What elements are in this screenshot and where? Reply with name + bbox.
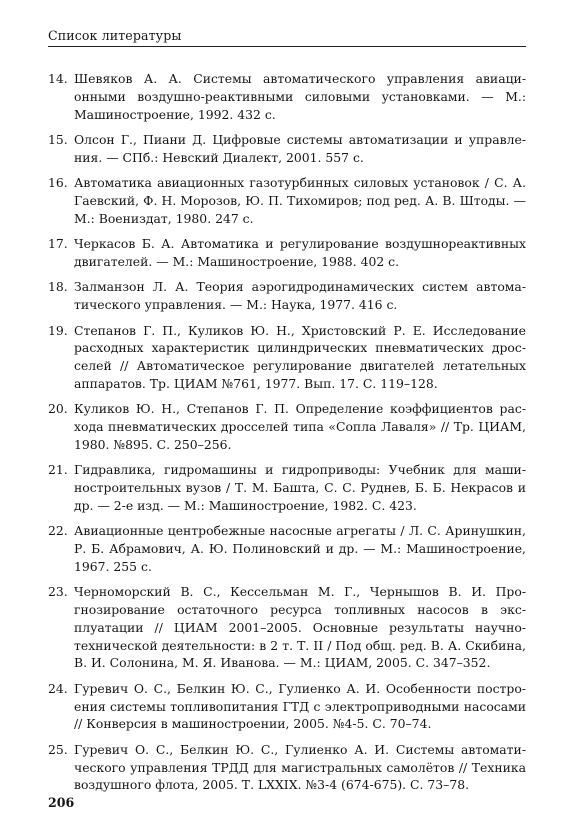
reference-number: 19. [48, 322, 68, 338]
reference-item [48, 461, 526, 514]
reference-number: 23. [48, 584, 68, 600]
reference-number: 18. [48, 279, 68, 295]
reference-item [48, 322, 526, 393]
reference-item [48, 522, 526, 575]
reference-text: Степанов Г. П., Куликов Ю. Н., Христовский Р. Е. Исследование расходных характеристик цилиндрических пневматических дросселей // Автоматическое регулирование двигателей летательных аппаратов. Тр. ЦИАМ №761, 1977. Вып. 17. С. 119–128. [74, 322, 526, 391]
reference-item [48, 174, 526, 227]
reference-list [48, 70, 526, 802]
reference-text: Куликов Ю. Н., Степанов Г. П. Определение коэффициентов расхода пневматических дросселей типа «Сопла Лаваля» // Тр. ЦИАМ, 1980. №895. С. 250–256. [74, 401, 526, 452]
reference-item [48, 741, 526, 794]
reference-text: Залманзон Л. А. Теория аэрогидродинамических систем автоматического управления. — М.: Наука, 1977. 416 с. [74, 279, 526, 313]
reference-text: Гидравлика, гидромашины и гидроприводы: Учебник для машиностроительных вузов / Т. М. Башта, С. С. Руднев, Б. Б. Некрасов и др. — 2-е изд. — М.: Машиностроение, 1982. С. 423. [74, 462, 526, 513]
reference-number: 25. [48, 741, 68, 757]
reference-text: Шевяков А. А. Системы автоматического управления авиационными воздушно-реактивными силовыми установками. — М.: Машиностроение, 1992. 432 с. [74, 71, 526, 122]
reference-item [48, 70, 526, 123]
reference-number: 21. [48, 462, 68, 478]
reference-item [48, 235, 526, 271]
reference-number: 24. [48, 680, 68, 696]
reference-text: Олсон Г., Пиани Д. Цифровые системы автоматизации и управления. — СПб.: Невский Диалект, 2001. 557 с. [74, 131, 526, 165]
header-rule [48, 46, 526, 47]
reference-number: 22. [48, 523, 68, 539]
reference-text: Черноморский В. С., Кессельман М. Г., Чернышов В. И. Прогнозирование остаточного ресурса топливных насосов в эксплуатации // ЦИАМ 2001–2005. Основные результаты научнотехнической деятельности: в 2 т. Т. II / Под общ. ред. В. А. Скибина, В. И. Солонина, М. Я. Иванова. — М.: ЦИАМ, 2005. С. 347–352. [74, 584, 526, 671]
reference-text: Гуревич О. С., Белкин Ю. С., Гулиенко А. И. Особенности построения системы топливопитания ГТД с электроприводными насосами // Конверсия в машиностроении, 2005. №4-5. С. 70–74. [74, 680, 526, 732]
reference-text: Автоматика авиационных газотурбинных силовых установок / С. А. Гаевский, Ф. Н. Морозов, Ю. П. Тихомиров; под ред. А. В. Штоды. — М.: Воениздат, 1980. 247 с. [74, 175, 526, 226]
reference-number: 17. [48, 236, 68, 252]
reference-text: Авиационные центробежные насосные агрегаты / Л. С. Аринушкин, Р. Б. Абрамович, А. Ю. Полиновский и др. — М.: Машиностроение, 1967. 255 с. [74, 523, 526, 574]
reference-number: 20. [48, 401, 68, 417]
running-header: Список литературы [48, 28, 182, 43]
reference-number: 16. [48, 175, 68, 191]
page-number: 206 [48, 795, 75, 810]
reference-item [48, 680, 526, 733]
reference-number: 15. [48, 131, 68, 147]
reference-text: Черкасов Б. А. Автоматика и регулирование воздушнореактивных двигателей. — М.: Машиностроение, 1988. 402 с. [74, 236, 526, 269]
reference-item [48, 278, 526, 314]
reference-item [48, 583, 526, 672]
reference-number: 14. [48, 71, 68, 86]
reference-text: Гуревич О. С., Белкин Ю. С., Гулиенко А. И. Системы автоматического управления ТРДД для магистральных самолётов // Техника воздушного флота, 2005. Т. LXXIX. №3-4 (674-675). С. 73–78. [74, 741, 526, 793]
reference-item [48, 400, 526, 453]
reference-item [48, 131, 526, 167]
